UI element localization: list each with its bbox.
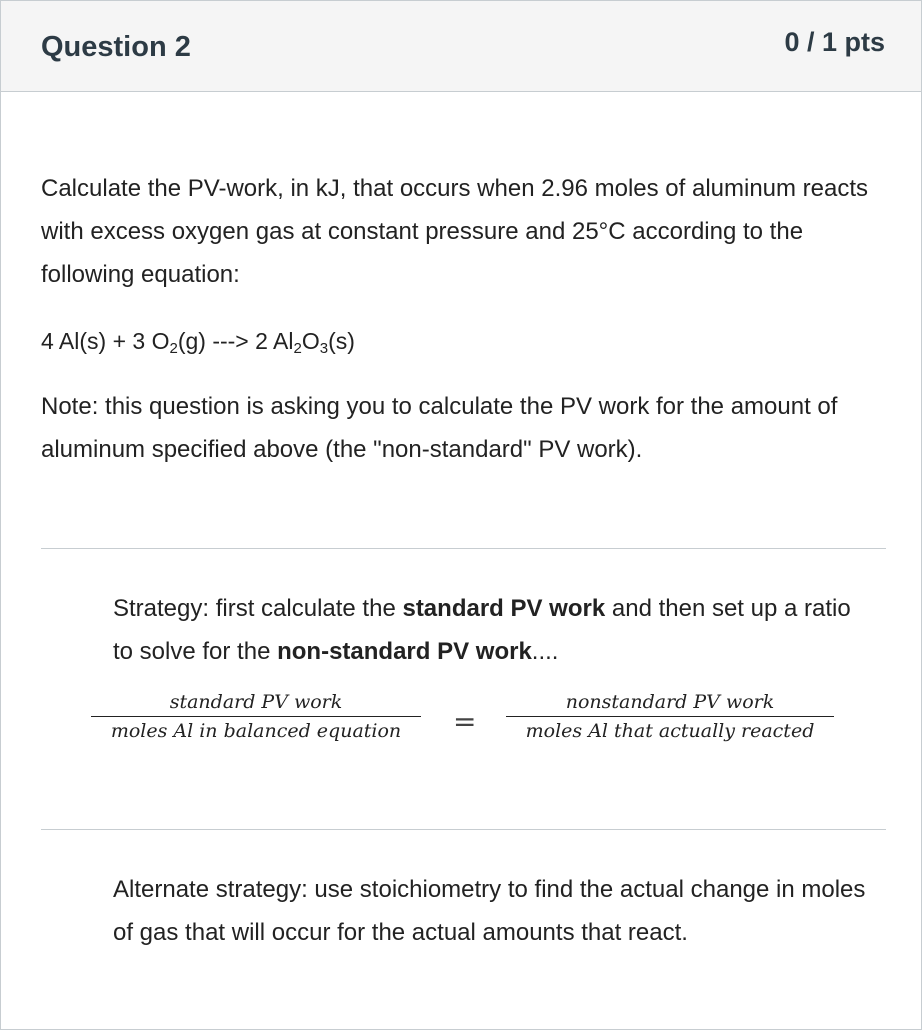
equation-part: 4 Al(s) + 3 O	[41, 328, 170, 354]
equation-part: O	[301, 328, 320, 354]
strategy-bold-standard: standard PV work	[402, 595, 606, 622]
strategy-text	[113, 587, 873, 673]
question-header	[1, 1, 921, 92]
left-denominator: moles Al in balanced equation	[110, 720, 402, 742]
alternate-strategy-text: Alternate strategy: use stoichiometry to find the actual change in moles of gas that will occur for the actual amounts that react.	[113, 876, 866, 946]
strategy-prefix: Strategy: first calculate the	[113, 595, 403, 622]
divider	[41, 548, 886, 549]
chemical-equation	[41, 321, 355, 369]
divider	[41, 829, 886, 830]
equation-part: (s)	[328, 328, 355, 354]
strategy-suffix: ....	[531, 638, 559, 665]
question-note: Note: this question is asking you to calculate the PV work for the amount of aluminum specified above (the "non-standard" PV work).	[41, 393, 838, 463]
equation-subscript: 3	[319, 340, 329, 357]
equals-sign: =	[453, 705, 477, 738]
question-title: Question 2	[41, 31, 191, 63]
strategy-bold-nonstandard: non-standard PV work	[277, 638, 532, 665]
right-numerator: nonstandard PV work	[565, 691, 775, 713]
equation-subscript: 2	[169, 340, 178, 357]
right-fraction	[506, 691, 834, 742]
points-label: 0 / 1 pts	[784, 27, 885, 57]
ratio-formula	[91, 691, 851, 761]
left-fraction	[91, 691, 421, 742]
question-paragraph: Calculate the PV-work, in kJ, that occurs when 2.96 moles of aluminum reacts with excess oxygen gas at constant pressure and 25°C according to the following equation:	[41, 175, 869, 288]
equation-subscript: 2	[293, 340, 302, 357]
right-denominator: moles Al that actually reacted	[525, 720, 815, 742]
left-numerator: standard PV work	[169, 691, 343, 713]
strategy-middle: and then set up a ratio to solve for the	[113, 595, 851, 665]
equation-part: (g) ---> 2 Al	[177, 328, 294, 354]
